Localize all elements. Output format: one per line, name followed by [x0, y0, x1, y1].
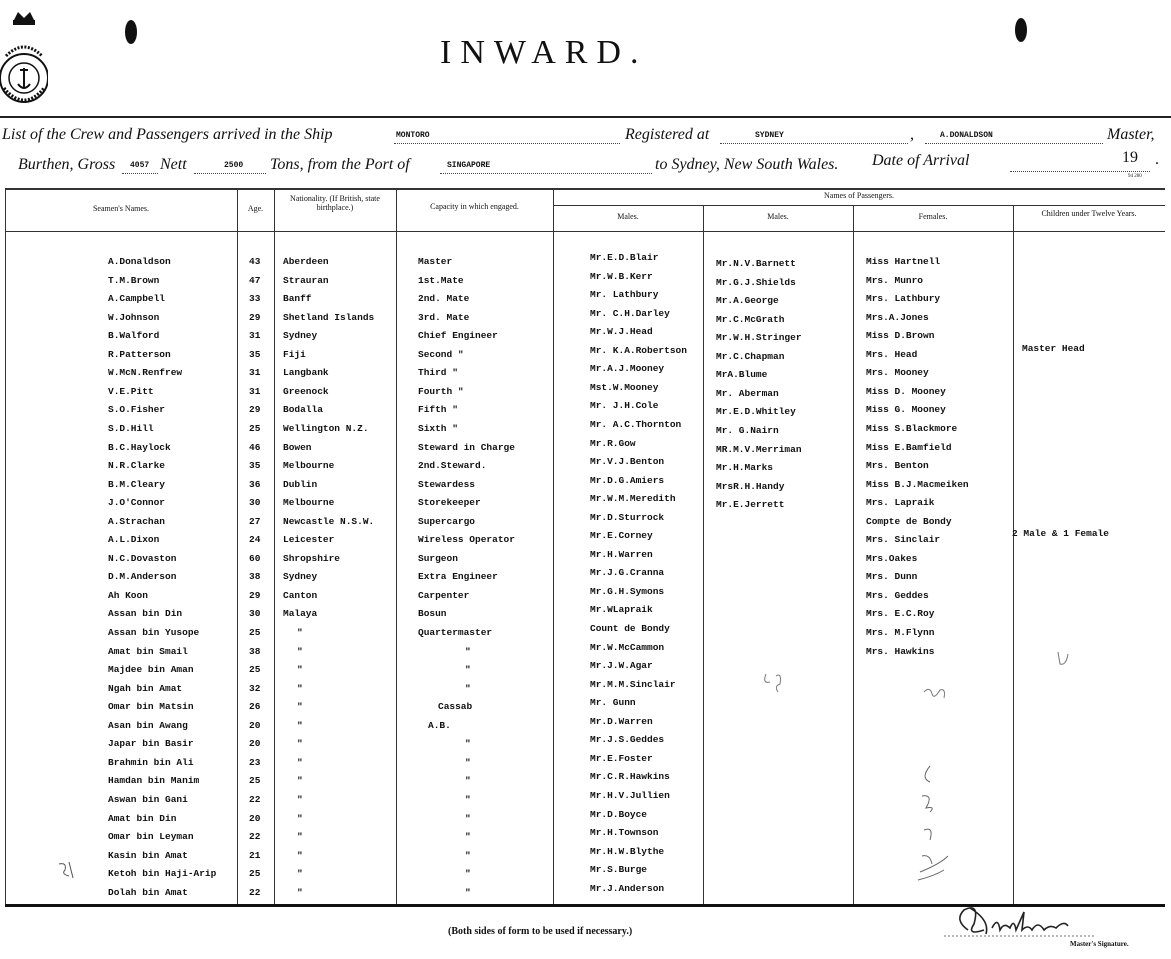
- seaman-name: Amat bin Smail: [108, 646, 188, 657]
- passenger-male: Mr.W.J.Head: [590, 326, 653, 337]
- col-children-header: Children under Twelve Years.: [1041, 209, 1137, 218]
- arrival-year: 19: [1122, 149, 1138, 166]
- passenger-male: Mr.D.Warren: [590, 716, 653, 727]
- pencil-annotation: [55, 858, 85, 882]
- seaman-nationality: Shetland Islands: [283, 312, 375, 323]
- seaman-capacity: Third ": [418, 367, 458, 378]
- seaman-name: N.C.Dovaston: [108, 553, 177, 564]
- fill-line: [394, 142, 620, 144]
- seaman-age: 31: [249, 367, 261, 378]
- passenger-female: Mrs. Head: [866, 349, 918, 360]
- fill-line: [1010, 170, 1150, 172]
- seaman-capacity: Bosun: [418, 608, 447, 619]
- passenger-female: Miss D. Mooney: [866, 386, 946, 397]
- seaman-age: 35: [249, 460, 261, 471]
- seaman-capacity: 2nd. Mate: [418, 293, 470, 304]
- fill-line: [122, 172, 158, 174]
- passenger-male: Mr.E.Jerrett: [716, 499, 785, 510]
- seaman-name: Asan bin Awang: [108, 720, 188, 731]
- nett-tons: 2500: [224, 161, 244, 170]
- passenger-male: Mr.J.W.Agar: [590, 660, 653, 671]
- seaman-age: 29: [249, 590, 261, 601]
- passenger-male: Mr.A.J.Mooney: [590, 363, 665, 374]
- fill-line: [194, 172, 266, 174]
- seaman-nationality: ": [297, 720, 303, 731]
- seaman-age: 25: [249, 627, 261, 638]
- seaman-nationality: Aberdeen: [283, 256, 329, 267]
- seaman-name: Amat bin Din: [108, 813, 177, 824]
- seaman-capacity: ": [465, 868, 471, 879]
- seaman-capacity: ": [465, 831, 471, 842]
- form-code: 94 200: [1128, 174, 1142, 179]
- seaman-name: Ketoh bin Haji-Arip: [108, 868, 217, 879]
- seaman-nationality: ": [297, 664, 303, 675]
- seaman-capacity: Carpenter: [418, 590, 470, 601]
- seaman-nationality: Dublin: [283, 479, 318, 490]
- seaman-age: 27: [249, 516, 261, 527]
- passenger-female: Miss S.Blackmore: [866, 423, 958, 434]
- seaman-age: 38: [249, 571, 261, 582]
- destination-label: to Sydney, New South Wales.: [655, 156, 839, 173]
- seaman-age: 25: [249, 775, 261, 786]
- seaman-nationality: ": [297, 831, 303, 842]
- passenger-female: Mrs. M.Flynn: [866, 627, 935, 638]
- seaman-capacity: Fifth ": [418, 404, 458, 415]
- passenger-male: Mr.E.Foster: [590, 753, 653, 764]
- passenger-female: Mrs. Benton: [866, 460, 929, 471]
- seaman-age: 46: [249, 442, 261, 453]
- seaman-age: 30: [249, 497, 261, 508]
- passenger-female: Mrs. Sinclair: [866, 534, 941, 545]
- seaman-age: 29: [249, 404, 261, 415]
- seaman-name: Ah Koon: [108, 590, 148, 601]
- seaman-age: 22: [249, 831, 261, 842]
- seaman-name: A.Strachan: [108, 516, 166, 527]
- seaman-nationality: Melbourne: [283, 460, 335, 471]
- seaman-capacity: Quartermaster: [418, 627, 493, 638]
- seaman-nationality: ": [297, 887, 303, 898]
- seaman-age: 32: [249, 683, 261, 694]
- seaman-name: S.D.Hill: [108, 423, 154, 434]
- seaman-nationality: Canton: [283, 590, 318, 601]
- passenger-male: Mr.W.McCammon: [590, 642, 665, 653]
- seaman-capacity: Surgeon: [418, 553, 458, 564]
- seaman-nationality: ": [297, 646, 303, 657]
- seaman-age: 23: [249, 757, 261, 768]
- seaman-capacity: 3rd. Mate: [418, 312, 470, 323]
- seaman-capacity: Cassab: [438, 701, 473, 712]
- passenger-female: Miss B.J.Macmeiken: [866, 479, 969, 490]
- seaman-age: 26: [249, 701, 261, 712]
- passenger-female: Mrs. Lathbury: [866, 293, 941, 304]
- seaman-name: W.McN.Renfrew: [108, 367, 183, 378]
- seaman-age: 20: [249, 720, 261, 731]
- seaman-capacity: Wireless Operator: [418, 534, 515, 545]
- seaman-name: V.E.Pitt: [108, 386, 154, 397]
- passenger-male: Mr.J.G.Cranna: [590, 567, 665, 578]
- passenger-male: Mr.D.Sturrock: [590, 512, 665, 523]
- col-capacity-header: Capacity in which engaged.: [430, 202, 519, 211]
- passenger-male: Mr.R.Gow: [590, 438, 636, 449]
- seaman-capacity: Master: [418, 256, 453, 267]
- seaman-age: 35: [249, 349, 261, 360]
- tons-from-label: Tons, from the Port of: [270, 156, 410, 173]
- seaman-nationality: Shropshire: [283, 553, 341, 564]
- passenger-male: Mr.E.D.Whitley: [716, 406, 796, 417]
- passenger-male: Mr. A.C.Thornton: [590, 419, 682, 430]
- seaman-nationality: Sydney: [283, 571, 318, 582]
- passenger-child: Master Head: [1022, 343, 1085, 354]
- passenger-male: Mr.J.Anderson: [590, 883, 665, 894]
- seaman-capacity: ": [465, 683, 471, 694]
- seaman-capacity: ": [465, 887, 471, 898]
- passenger-male: Mr.W.M.Meredith: [590, 493, 676, 504]
- seaman-nationality: Langbank: [283, 367, 329, 378]
- master-name: A.DONALDSON: [940, 131, 993, 140]
- ship-name: MONTORO: [396, 131, 430, 140]
- seaman-capacity: 2nd.Steward.: [418, 460, 487, 471]
- line1-prefix: List of the Crew and Passengers arrived in the Ship: [2, 126, 333, 143]
- seaman-capacity: Second ": [418, 349, 464, 360]
- seaman-nationality: Leicester: [283, 534, 335, 545]
- seaman-nationality: ": [297, 868, 303, 879]
- seaman-nationality: Malaya: [283, 608, 318, 619]
- passenger-male: Mr.A.George: [716, 295, 779, 306]
- passenger-male: Mr.V.J.Benton: [590, 456, 665, 467]
- seaman-age: 47: [249, 275, 261, 286]
- seaman-age: 31: [249, 386, 261, 397]
- passenger-male: Mr. C.H.Darley: [590, 308, 670, 319]
- col-females-header: Females.: [918, 212, 948, 221]
- seaman-name: W.Johnson: [108, 312, 160, 323]
- seaman-nationality: Bodalla: [283, 404, 323, 415]
- passenger-male: Mr.H.Warren: [590, 549, 653, 560]
- period: .: [1155, 151, 1159, 168]
- passenger-male: Mst.W.Mooney: [590, 382, 659, 393]
- seaman-nationality: ": [297, 738, 303, 749]
- seaman-name: R.Patterson: [108, 349, 171, 360]
- passenger-male: Mr.D.Boyce: [590, 809, 648, 820]
- seaman-capacity: Stewardess: [418, 479, 476, 490]
- seaman-age: 20: [249, 813, 261, 824]
- seaman-capacity: Fourth ": [418, 386, 464, 397]
- seaman-capacity: Supercargo: [418, 516, 476, 527]
- seaman-name: Ngah bin Amat: [108, 683, 183, 694]
- passengers-header: Names of Passengers.: [824, 191, 894, 200]
- passenger-male: Mr.C.R.Hawkins: [590, 771, 670, 782]
- passenger-female: Mrs. Dunn: [866, 571, 918, 582]
- footnote: (Both sides of form to be used if necessary.): [448, 926, 633, 937]
- registered-port: SYDNEY: [755, 131, 784, 140]
- seaman-nationality: Greenock: [283, 386, 329, 397]
- seaman-age: 38: [249, 646, 261, 657]
- passenger-male: Mr.M.M.Sinclair: [590, 679, 676, 690]
- harbourmaster-seal-logo: [0, 8, 48, 118]
- nett-label: Nett: [160, 156, 187, 173]
- pencil-annotation: [920, 684, 960, 704]
- seaman-capacity: 1st.Mate: [418, 275, 464, 286]
- passenger-male: Mr.C.McGrath: [716, 314, 785, 325]
- seaman-age: 43: [249, 256, 261, 267]
- burthen-label: Burthen, Gross: [18, 156, 116, 173]
- seaman-name: T.M.Brown: [108, 275, 160, 286]
- seaman-capacity: ": [465, 850, 471, 861]
- passenger-male: Mr. J.H.Cole: [590, 400, 659, 411]
- seaman-name: Omar bin Matsin: [108, 701, 194, 712]
- seaman-nationality: ": [297, 794, 303, 805]
- seaman-name: Brahmin bin Ali: [108, 757, 194, 768]
- seaman-name: D.M.Anderson: [108, 571, 177, 582]
- seaman-nationality: Strauran: [283, 275, 329, 286]
- passenger-male: Mr.H.Townson: [590, 827, 659, 838]
- seaman-capacity: ": [465, 738, 471, 749]
- seaman-nationality: Banff: [283, 293, 312, 304]
- seaman-capacity: ": [465, 794, 471, 805]
- seaman-nationality: ": [297, 813, 303, 824]
- pencil-annotation: [1050, 648, 1080, 672]
- seaman-age: 30: [249, 608, 261, 619]
- passenger-female: Miss E.Bamfield: [866, 442, 952, 453]
- passenger-male: MrsR.H.Handy: [716, 481, 785, 492]
- col-males2-header: Males.: [767, 212, 789, 221]
- seaman-age: 31: [249, 330, 261, 341]
- seaman-name: B.M.Cleary: [108, 479, 166, 490]
- seaman-nationality: Wellington N.Z.: [283, 423, 369, 434]
- seaman-capacity: A.B.: [428, 720, 451, 731]
- gross-tons: 4057: [130, 161, 150, 170]
- seaman-name: B.C.Haylock: [108, 442, 171, 453]
- passenger-male: Mr.WLapraik: [590, 604, 653, 615]
- comma: ,: [910, 126, 914, 143]
- pencil-annotation: [900, 760, 960, 890]
- seaman-nationality: ": [297, 775, 303, 786]
- seaman-age: 33: [249, 293, 261, 304]
- seaman-capacity: Chief Engineer: [418, 330, 498, 341]
- passenger-male: Mr.H.W.Blythe: [590, 846, 665, 857]
- passenger-child: 2 Male & 1 Female: [1012, 528, 1109, 539]
- seaman-nationality: Melbourne: [283, 497, 335, 508]
- passenger-female: Mrs.A.Jones: [866, 312, 929, 323]
- passenger-male: Mr. Lathbury: [590, 289, 659, 300]
- seaman-name: Assan bin Yusope: [108, 627, 200, 638]
- fill-line: [925, 142, 1103, 144]
- seaman-capacity: ": [465, 757, 471, 768]
- seaman-name: S.O.Fisher: [108, 404, 166, 415]
- col-age-header: Age.: [247, 204, 264, 213]
- passenger-male: Mr.C.Chapman: [716, 351, 785, 362]
- seaman-nationality: ": [297, 850, 303, 861]
- seaman-capacity: Extra Engineer: [418, 571, 498, 582]
- passenger-female: Mrs. Hawkins: [866, 646, 935, 657]
- passenger-male: Mr.J.S.Geddes: [590, 734, 665, 745]
- passenger-male: Mr. G.Nairn: [716, 425, 779, 436]
- seaman-capacity: ": [465, 775, 471, 786]
- seaman-name: Omar bin Leyman: [108, 831, 194, 842]
- seaman-age: 22: [249, 794, 261, 805]
- seaman-capacity: ": [465, 813, 471, 824]
- seaman-name: Assan bin Din: [108, 608, 183, 619]
- departure-port: SINGAPORE: [447, 161, 491, 170]
- master-label: Master,: [1107, 126, 1155, 143]
- page-title: INWARD.: [440, 34, 648, 71]
- seaman-capacity: Steward in Charge: [418, 442, 515, 453]
- title-divider: [0, 116, 1171, 118]
- seaman-nationality: Bowen: [283, 442, 312, 453]
- passenger-male: MrA.Blume: [716, 369, 768, 380]
- passenger-male: Mr.H.V.Jullien: [590, 790, 670, 801]
- seaman-age: 20: [249, 738, 261, 749]
- passenger-female: Compte de Bondy: [866, 516, 952, 527]
- seaman-age: 21: [249, 850, 261, 861]
- passenger-female: Mrs. Geddes: [866, 590, 929, 601]
- seaman-name: A.L.Dixon: [108, 534, 160, 545]
- pencil-annotation: [760, 668, 800, 698]
- seaman-name: J.O'Connor: [108, 497, 166, 508]
- seaman-nationality: ": [297, 683, 303, 694]
- master-signature: [940, 900, 1100, 944]
- passenger-male: Mr.G.J.Shields: [716, 277, 796, 288]
- passenger-male: Mr.H.Marks: [716, 462, 774, 473]
- punch-hole: [125, 20, 137, 44]
- passenger-male: Count de Bondy: [590, 623, 670, 634]
- seaman-name: A.Campbell: [108, 293, 166, 304]
- seaman-nationality: ": [297, 627, 303, 638]
- passenger-female: Mrs. Mooney: [866, 367, 929, 378]
- seaman-capacity: Storekeeper: [418, 497, 481, 508]
- seaman-age: 25: [249, 423, 261, 434]
- passenger-female: Mrs.Oakes: [866, 553, 918, 564]
- seaman-name: B.Walford: [108, 330, 160, 341]
- registered-label: Registered at: [625, 126, 710, 143]
- passenger-male: MR.M.V.Merriman: [716, 444, 802, 455]
- seaman-name: Dolah bin Amat: [108, 887, 188, 898]
- passenger-female: Mrs. Lapraik: [866, 497, 935, 508]
- passenger-male: Mr.G.H.Symons: [590, 586, 665, 597]
- seaman-nationality: ": [297, 757, 303, 768]
- seaman-name: Aswan bin Gani: [108, 794, 188, 805]
- passenger-male: Mr.S.Burge: [590, 864, 648, 875]
- seaman-nationality: ": [297, 701, 303, 712]
- seaman-name: Majdee bin Aman: [108, 664, 194, 675]
- passenger-female: Mrs. E.C.Roy: [866, 608, 935, 619]
- seaman-age: 25: [249, 664, 261, 675]
- passenger-male: Mr.D.G.Amiers: [590, 475, 665, 486]
- passenger-male: Mr.N.V.Barnett: [716, 258, 796, 269]
- passenger-female: Mrs. Munro: [866, 275, 924, 286]
- seaman-name: Hamdan bin Manim: [108, 775, 200, 786]
- seaman-capacity: Sixth ": [418, 423, 458, 434]
- col-males1-header: Males.: [617, 212, 639, 221]
- seaman-nationality: Sydney: [283, 330, 318, 341]
- seaman-capacity: ": [465, 646, 471, 657]
- seaman-name: A.Donaldson: [108, 256, 171, 267]
- seaman-age: 24: [249, 534, 261, 545]
- passenger-male: Mr.W.B.Kerr: [590, 271, 653, 282]
- seaman-age: 60: [249, 553, 261, 564]
- signature-label: Master's Signature.: [1070, 940, 1129, 948]
- passenger-male: Mr. K.A.Robertson: [590, 345, 687, 356]
- seaman-age: 22: [249, 887, 261, 898]
- seaman-nationality: Newcastle N.S.W.: [283, 516, 375, 527]
- passenger-female: Miss Hartnell: [866, 256, 941, 267]
- seaman-name: N.R.Clarke: [108, 460, 166, 471]
- passenger-male: Mr.W.H.Stringer: [716, 332, 802, 343]
- fill-line: [720, 142, 908, 144]
- fill-line: [440, 172, 652, 174]
- passenger-female: Miss G. Mooney: [866, 404, 946, 415]
- seaman-name: Kasin bin Amat: [108, 850, 188, 861]
- passenger-male: Mr.E.Corney: [590, 530, 653, 541]
- passenger-male: Mr. Gunn: [590, 697, 636, 708]
- col-seamen-header: Seamen's Names.: [92, 204, 150, 213]
- passenger-female: Miss D.Brown: [866, 330, 935, 341]
- seaman-age: 25: [249, 868, 261, 879]
- seaman-age: 36: [249, 479, 261, 490]
- seaman-age: 29: [249, 312, 261, 323]
- passenger-male: Mr. Aberman: [716, 388, 779, 399]
- seaman-name: Japar bin Basir: [108, 738, 194, 749]
- seaman-nationality: Fiji: [283, 349, 306, 360]
- punch-hole: [1015, 18, 1027, 42]
- passenger-male: Mr.E.D.Blair: [590, 252, 659, 263]
- seaman-capacity: ": [465, 664, 471, 675]
- col-nationality-header: Nationality. (If British, state birthplace.): [290, 194, 380, 212]
- date-label: Date of Arrival: [872, 152, 970, 169]
